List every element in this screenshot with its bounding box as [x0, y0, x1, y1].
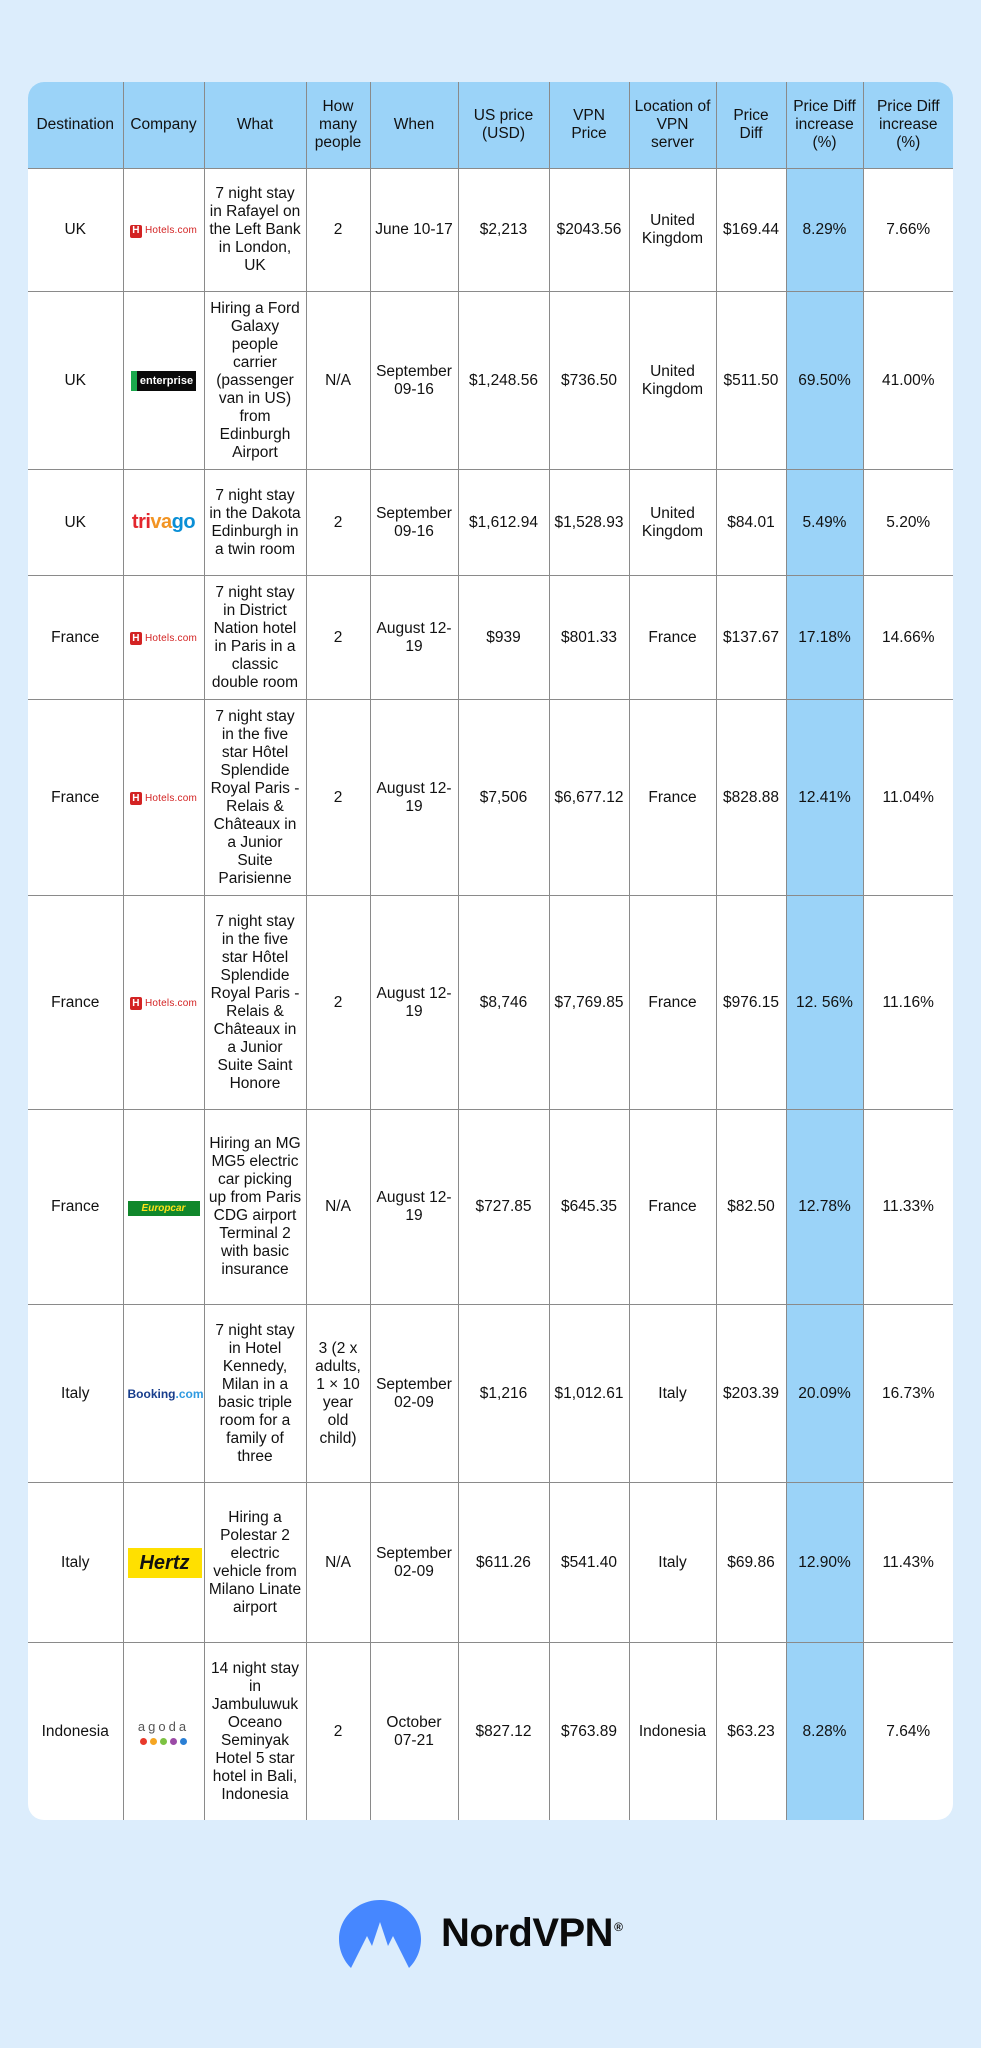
table-row [28, 576, 953, 700]
hertz-logo: Hertz [128, 1548, 202, 1578]
header-when: When [370, 82, 458, 169]
cell-increase: 12.78% [786, 1110, 863, 1305]
cell-price-diff: $63.23 [716, 1643, 786, 1821]
cell-when: August 12-19 [370, 700, 458, 896]
cell-people: 2 [306, 1643, 370, 1821]
cell-what: 7 night stay in Hotel Kennedy, Milan in a basic triple room for a family of three [204, 1305, 306, 1483]
cell-people: N/A [306, 292, 370, 470]
table-row [28, 896, 953, 1110]
table-row [28, 700, 953, 896]
cell-increase-2: 7.66% [863, 169, 953, 292]
cell-company [123, 1483, 204, 1643]
cell-vpn-price: $1,012.61 [549, 1305, 629, 1483]
hotels-com-logo: H Hotels.com [130, 995, 197, 1013]
header-destination: Destination [28, 82, 123, 169]
cell-location: France [629, 576, 716, 700]
cell-increase-2: 5.20% [863, 470, 953, 576]
cell-location: France [629, 1110, 716, 1305]
cell-location: Italy [629, 1305, 716, 1483]
header-location: Location of VPN server [629, 82, 716, 169]
cell-location: United Kingdom [629, 169, 716, 292]
cell-increase: 12.90% [786, 1483, 863, 1643]
cell-what: 7 night stay in the five star Hôtel Splendide Royal Paris - Relais & Châteaux in a Junior Suite Saint Honore [204, 896, 306, 1110]
cell-increase-2: 14.66% [863, 576, 953, 700]
cell-vpn-price: $801.33 [549, 576, 629, 700]
cell-increase-2: 16.73% [863, 1305, 953, 1483]
nordvpn-brand [337, 1898, 622, 1968]
cell-destination: Italy [28, 1483, 123, 1643]
price-comparison-table [28, 82, 953, 1820]
enterprise-logo: enterprise [131, 371, 196, 391]
cell-people: 3 (2 x adults, 1 × 10 year old child) [306, 1305, 370, 1483]
cell-price-diff: $84.01 [716, 470, 786, 576]
cell-what: Hiring an MG MG5 electric car picking up from Paris CDG airport Terminal 2 with basic insurance [204, 1110, 306, 1305]
agoda-logo: agoda [138, 1718, 189, 1745]
cell-company [123, 169, 204, 292]
cell-us-price: $8,746 [458, 896, 549, 1110]
cell-us-price: $1,216 [458, 1305, 549, 1483]
cell-when: September 09-16 [370, 292, 458, 470]
header-us-price: US price (USD) [458, 82, 549, 169]
cell-vpn-price: $1,528.93 [549, 470, 629, 576]
cell-price-diff: $511.50 [716, 292, 786, 470]
cell-vpn-price: $763.89 [549, 1643, 629, 1821]
table-row [28, 292, 953, 470]
cell-increase: 8.29% [786, 169, 863, 292]
table-row [28, 169, 953, 292]
table-row [28, 1643, 953, 1821]
cell-destination: France [28, 896, 123, 1110]
cell-when: August 12-19 [370, 1110, 458, 1305]
cell-vpn-price: $7,769.85 [549, 896, 629, 1110]
cell-people: 2 [306, 896, 370, 1110]
cell-company [123, 292, 204, 470]
cell-when: June 10-17 [370, 169, 458, 292]
cell-price-diff: $976.15 [716, 896, 786, 1110]
cell-when: September 09-16 [370, 470, 458, 576]
cell-price-diff: $203.39 [716, 1305, 786, 1483]
cell-us-price: $1,612.94 [458, 470, 549, 576]
cell-what: 7 night stay in District Nation hotel in Paris in a classic double room [204, 576, 306, 700]
cell-company [123, 896, 204, 1110]
cell-price-diff: $169.44 [716, 169, 786, 292]
cell-vpn-price: $541.40 [549, 1483, 629, 1643]
cell-people: 2 [306, 700, 370, 896]
cell-us-price: $1,248.56 [458, 292, 549, 470]
header-company: Company [123, 82, 204, 169]
table-row [28, 470, 953, 576]
table-row [28, 1305, 953, 1483]
cell-what: 7 night stay in the five star Hôtel Splendide Royal Paris - Relais & Châteaux in a Junior Suite Parisienne [204, 700, 306, 896]
cell-destination: Italy [28, 1305, 123, 1483]
cell-increase: 20.09% [786, 1305, 863, 1483]
booking-com-logo: Booking .com [127, 1386, 204, 1401]
cell-increase-2: 11.16% [863, 896, 953, 1110]
cell-when: August 12-19 [370, 576, 458, 700]
cell-what: Hiring a Polestar 2 electric vehicle from Milano Linate airport [204, 1483, 306, 1643]
cell-price-diff: $137.67 [716, 576, 786, 700]
cell-location: Indonesia [629, 1643, 716, 1821]
hotels-com-logo: H Hotels.com [130, 222, 197, 240]
cell-destination: France [28, 700, 123, 896]
hotels-com-logo: H Hotels.com [130, 790, 197, 808]
cell-location: United Kingdom [629, 292, 716, 470]
header-vpn-price: VPN Price [549, 82, 629, 169]
cell-us-price: $611.26 [458, 1483, 549, 1643]
cell-us-price: $939 [458, 576, 549, 700]
cell-company [123, 1305, 204, 1483]
cell-increase-2: 41.00% [863, 292, 953, 470]
cell-us-price: $2,213 [458, 169, 549, 292]
cell-when: October 07-21 [370, 1643, 458, 1821]
header-increase: Price Diff increase (%) [786, 82, 863, 169]
cell-vpn-price: $2043.56 [549, 169, 629, 292]
table-row [28, 1483, 953, 1643]
cell-people: 2 [306, 576, 370, 700]
cell-price-diff: $828.88 [716, 700, 786, 896]
cell-price-diff: $69.86 [716, 1483, 786, 1643]
cell-increase: 17.18% [786, 576, 863, 700]
cell-increase: 12. 56% [786, 896, 863, 1110]
cell-us-price: $827.12 [458, 1643, 549, 1821]
cell-company [123, 470, 204, 576]
cell-people: N/A [306, 1483, 370, 1643]
cell-price-diff: $82.50 [716, 1110, 786, 1305]
cell-destination: UK [28, 470, 123, 576]
header-price-diff: Price Diff [716, 82, 786, 169]
cell-destination: UK [28, 169, 123, 292]
cell-what: 7 night stay in the Dakota Edinburgh in a twin room [204, 470, 306, 576]
cell-vpn-price: $736.50 [549, 292, 629, 470]
cell-destination: UK [28, 292, 123, 470]
cell-us-price: $7,506 [458, 700, 549, 896]
cell-when: September 02-09 [370, 1483, 458, 1643]
cell-increase-2: 11.43% [863, 1483, 953, 1643]
agoda-dots [140, 1738, 187, 1745]
table-row [28, 1110, 953, 1305]
cell-increase-2: 11.04% [863, 700, 953, 896]
header-row [28, 82, 953, 169]
cell-when: September 02-09 [370, 1305, 458, 1483]
nordvpn-wordmark: NordVPN® [441, 1910, 623, 1955]
cell-company [123, 1110, 204, 1305]
cell-people: 2 [306, 169, 370, 292]
cell-company [123, 576, 204, 700]
cell-increase: 5.49% [786, 470, 863, 576]
nordvpn-mountain-icon [337, 1898, 423, 1968]
hotels-com-logo: H Hotels.com [130, 630, 197, 648]
cell-us-price: $727.85 [458, 1110, 549, 1305]
cell-vpn-price: $6,677.12 [549, 700, 629, 896]
header-what: What [204, 82, 306, 169]
cell-destination: France [28, 1110, 123, 1305]
cell-company [123, 1643, 204, 1821]
cell-increase: 12.41% [786, 700, 863, 896]
cell-vpn-price: $645.35 [549, 1110, 629, 1305]
cell-people: 2 [306, 470, 370, 576]
cell-location: United Kingdom [629, 470, 716, 576]
cell-people: N/A [306, 1110, 370, 1305]
cell-destination: France [28, 576, 123, 700]
cell-what: 7 night stay in Rafayel on the Left Bank in London, UK [204, 169, 306, 292]
cell-location: France [629, 896, 716, 1110]
cell-what: 14 night stay in Jambuluwuk Oceano Seminyak Hotel 5 star hotel in Bali, Indonesia [204, 1643, 306, 1821]
europcar-logo: Europcar [128, 1201, 200, 1216]
cell-location: Italy [629, 1483, 716, 1643]
cell-increase: 69.50% [786, 292, 863, 470]
trivago-logo: tri va go [131, 510, 196, 533]
cell-location: France [629, 700, 716, 896]
cell-increase-2: 11.33% [863, 1110, 953, 1305]
header-people: How many people [306, 82, 370, 169]
header-increase-2: Price Diff increase (%) [863, 82, 953, 169]
cell-when: August 12-19 [370, 896, 458, 1110]
cell-company [123, 700, 204, 896]
cell-increase-2: 7.64% [863, 1643, 953, 1821]
cell-what: Hiring a Ford Galaxy people carrier (passenger van in US) from Edinburgh Airport [204, 292, 306, 470]
cell-destination: Indonesia [28, 1643, 123, 1821]
cell-increase: 8.28% [786, 1643, 863, 1821]
price-comparison-card [28, 82, 953, 1820]
